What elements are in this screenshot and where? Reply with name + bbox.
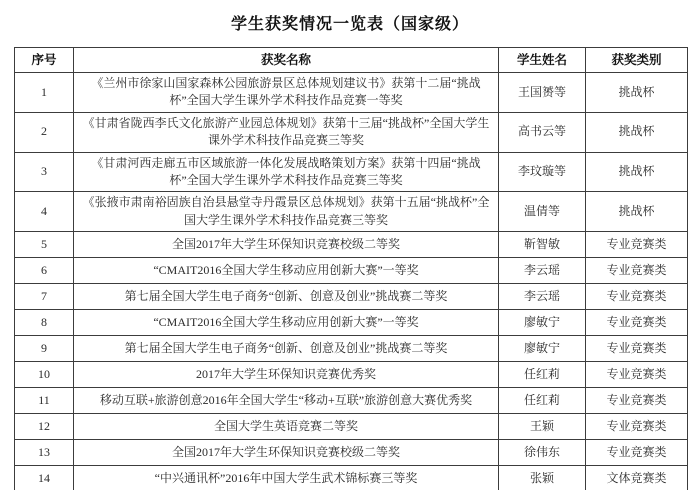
page-title: 学生获奖情况一览表（国家级） (230, 16, 469, 33)
cell-award-name: 第七届全国大学生电子商务“创新、创意及创业”挑战赛二等奖 (74, 336, 499, 362)
cell-student-name: 廖敏宁 (499, 310, 586, 336)
cell-student-name: 高书云等 (499, 112, 586, 152)
cell-student-name: 徐伟东 (499, 440, 586, 466)
cell-row-number: 1 (15, 73, 74, 113)
cell-award-name: 第七届全国大学生电子商务“创新、创意及创业”挑战赛二等奖 (74, 284, 499, 310)
cell-student-name: 靳智敏 (499, 232, 586, 258)
cell-row-number: 8 (15, 310, 74, 336)
cell-award-category: 文体竞赛类 (586, 466, 688, 490)
cell-row-number: 6 (15, 258, 74, 284)
cell-award-name: 全国2017年大学生环保知识竞赛校级二等奖 (74, 232, 499, 258)
cell-award-name: “CMAIT2016全国大学生移动应用创新大赛”一等奖 (74, 310, 499, 336)
table-row (15, 362, 688, 388)
table-row (15, 112, 688, 152)
cell-row-number: 3 (15, 152, 74, 192)
cell-award-category: 专业竞赛类 (586, 336, 688, 362)
cell-award-name: 《甘肃省陇西李氏文化旅游产业园总体规划》获第十三届“挑战杯”全国大学生课外学术科技作品竞赛三等奖 (74, 112, 499, 152)
cell-award-category: 挑战杯 (586, 152, 688, 192)
cell-row-number: 5 (15, 232, 74, 258)
cell-award-name: 全国2017年大学生环保知识竞赛校级二等奖 (74, 440, 499, 466)
cell-row-number: 12 (15, 414, 74, 440)
cell-row-number: 13 (15, 440, 74, 466)
cell-student-name: 任红莉 (499, 388, 586, 414)
cell-award-name: 全国大学生英语竞赛二等奖 (74, 414, 499, 440)
table-row (15, 284, 688, 310)
cell-row-number: 4 (15, 192, 74, 232)
cell-row-number: 14 (15, 466, 74, 490)
cell-award-category: 挑战杯 (586, 112, 688, 152)
header-student-name: 学生姓名 (499, 48, 586, 73)
table-row (15, 152, 688, 192)
cell-student-name: 温倩等 (499, 192, 586, 232)
table-header (15, 48, 688, 73)
cell-row-number: 2 (15, 112, 74, 152)
header-no: 序号 (15, 48, 74, 73)
cell-award-name: “CMAIT2016全国大学生移动应用创新大赛”一等奖 (74, 258, 499, 284)
header-row (15, 48, 688, 73)
cell-award-category: 专业竞赛类 (586, 310, 688, 336)
cell-student-name: 张颖 (499, 466, 586, 490)
cell-award-name: 《张掖市肃南裕固族自治县悬堂寺丹霞景区总体规划》获第十五届“挑战杯”全国大学生课外学术科技作品竞赛三等奖 (74, 192, 499, 232)
table-row (15, 258, 688, 284)
cell-student-name: 王颖 (499, 414, 586, 440)
table-row (15, 414, 688, 440)
cell-row-number: 9 (15, 336, 74, 362)
cell-award-category: 挑战杯 (586, 192, 688, 232)
cell-award-name: 《甘肃河西走廊五市区域旅游一体化发展战略策划方案》获第十四届“挑战杯”全国大学生课外学术科技作品竞赛三等奖 (74, 152, 499, 192)
cell-award-category: 专业竞赛类 (586, 414, 688, 440)
cell-award-category: 专业竞赛类 (586, 362, 688, 388)
table-row (15, 73, 688, 113)
header-award-name: 获奖名称 (74, 48, 499, 73)
cell-award-category: 专业竞赛类 (586, 284, 688, 310)
cell-award-category: 挑战杯 (586, 73, 688, 113)
table-row (15, 232, 688, 258)
cell-award-name: 2017年大学生环保知识竞赛优秀奖 (74, 362, 499, 388)
header-award-category: 获奖类别 (586, 48, 688, 73)
table-row (15, 388, 688, 414)
cell-row-number: 7 (15, 284, 74, 310)
cell-award-name: 移动互联+旅游创意2016年全国大学生“移动+互联”旅游创意大赛优秀奖 (74, 388, 499, 414)
cell-student-name: 李玟璇等 (499, 152, 586, 192)
awards-table (14, 47, 688, 490)
awards-table-body (15, 73, 688, 490)
table-row (15, 336, 688, 362)
cell-student-name: 李云瑶 (499, 284, 586, 310)
cell-award-name: “中兴通讯杯”2016年中国大学生武术锦标赛三等奖 (74, 466, 499, 490)
table-row (15, 192, 688, 232)
cell-award-category: 专业竞赛类 (586, 258, 688, 284)
cell-award-name: 《兰州市徐家山国家森林公园旅游景区总体规划建议书》获第十二届“挑战杯”全国大学生课外学术科技作品竞赛一等奖 (74, 73, 499, 113)
cell-row-number: 11 (15, 388, 74, 414)
cell-student-name: 任红莉 (499, 362, 586, 388)
table-row (15, 466, 688, 490)
cell-award-category: 专业竞赛类 (586, 440, 688, 466)
cell-award-category: 专业竞赛类 (586, 232, 688, 258)
cell-student-name: 王国赟等 (499, 73, 586, 113)
cell-student-name: 李云瑶 (499, 258, 586, 284)
cell-row-number: 10 (15, 362, 74, 388)
cell-student-name: 廖敏宁 (499, 336, 586, 362)
cell-award-category: 专业竞赛类 (586, 388, 688, 414)
table-row (15, 310, 688, 336)
table-row (15, 440, 688, 466)
